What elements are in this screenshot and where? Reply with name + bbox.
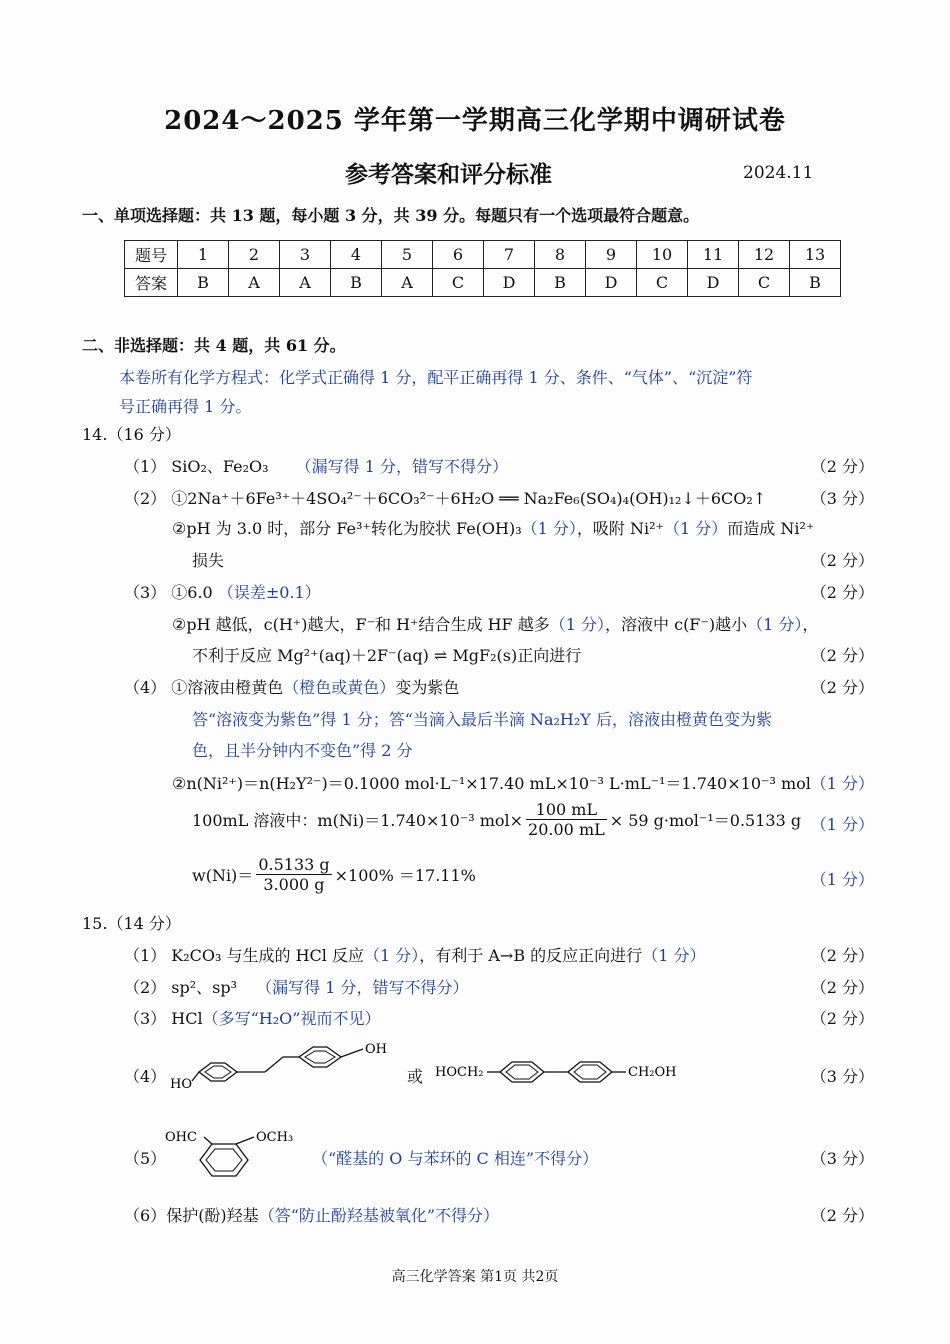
calc-line-3: [192, 855, 476, 894]
table-cell: D: [484, 269, 535, 297]
denominator: 20.00 mL: [528, 820, 605, 839]
score: （2 分）: [810, 1009, 874, 1028]
q14-part2b: [172, 516, 814, 539]
formula-text: 100mL 溶液中：m(Ni)＝1.740×10⁻³ mol×: [192, 811, 524, 830]
q15-part2: [124, 975, 468, 998]
table-cell: 答案: [125, 269, 178, 297]
table-cell: 7: [484, 241, 535, 269]
score: （1 分）: [810, 774, 874, 793]
part-number: （3）: [124, 1009, 167, 1028]
table-cell: 5: [382, 241, 433, 269]
part-number: （4）: [124, 1067, 167, 1086]
answer-text: HCl: [171, 1009, 203, 1028]
answer-text: 保护(酚)羟基: [166, 1206, 259, 1225]
score: （2 分）: [810, 678, 874, 697]
page-footer: 高三化学答案 第1页 共2页: [391, 1269, 559, 1285]
part-number: （3）: [124, 583, 167, 602]
table-cell: B: [178, 269, 229, 297]
answer-text: ，: [802, 615, 819, 634]
table-cell: D: [586, 269, 637, 297]
table-cell: 9: [586, 241, 637, 269]
part-number: （5）: [124, 1149, 167, 1168]
table-cell: C: [637, 269, 688, 297]
answer-text: 变为紫色: [395, 678, 460, 697]
benzene-inner-ring: [206, 1149, 242, 1171]
q15-part1: [124, 943, 705, 966]
structure-label: OHC: [165, 1130, 197, 1145]
grading-note: （1 分）: [642, 946, 706, 965]
grading-note: （答“防止酚羟基被氧化”不得分）: [258, 1206, 500, 1225]
grading-note: （“醛基的 O 与苯环的 C 相连”不得分）: [312, 1149, 599, 1168]
q14-part2b-cont: 损失: [192, 551, 225, 570]
q14-part3b: [172, 612, 818, 635]
formula-text: ×100% ＝17.11%: [334, 866, 476, 885]
table-row: [125, 269, 841, 297]
benzene-inner-ring: [305, 1051, 335, 1063]
answer-text: ①溶液由橙黄色: [171, 678, 284, 697]
q14-part3b-cont: 不利于反应 Mg²⁺(aq)＋2F⁻(aq) ⇌ MgF₂(s)正向进行: [192, 646, 582, 665]
table-cell: 12: [739, 241, 790, 269]
answer-text: ②pH 越低，c(H⁺)越大，F⁻和 H⁺结合生成 HF 越多: [172, 615, 550, 634]
benzene-inner-ring: [506, 1065, 538, 1079]
grading-note: （多写“H₂O”视而不见）: [202, 1009, 381, 1028]
structure-biphenyl-dimethanol: [432, 1045, 692, 1095]
equation: ①2Na⁺＋6Fe³⁺＋4SO₄²⁻＋6CO₃²⁻＋6H₂O ══ Na₂Fe₆(SO₄)₄(OH)₁₂↓＋6CO₂↑: [171, 489, 767, 508]
table-row: [125, 241, 841, 269]
table-cell: 题号: [125, 241, 178, 269]
formula-text: w(Ni)＝: [192, 866, 254, 885]
table-cell: 4: [331, 241, 382, 269]
answer-text: ，有利于 A→B 的反应正向进行: [419, 946, 643, 965]
table-cell: 13: [790, 241, 841, 269]
table-cell: A: [229, 269, 280, 297]
q14-part3: [124, 580, 321, 603]
table-cell: 8: [535, 241, 586, 269]
q14-part4: [124, 675, 459, 698]
table-cell: A: [280, 269, 331, 297]
score: （3 分）: [810, 489, 874, 508]
grading-note: （1 分）: [364, 946, 420, 965]
grading-note: （1 分）: [549, 615, 606, 634]
score: （3 分）: [810, 1149, 874, 1168]
table-cell: B: [790, 269, 841, 297]
table-cell: 11: [688, 241, 739, 269]
part2-heading: 二、非选择题：共 4 题，共 61 分。: [82, 336, 346, 355]
numerator: 100 mL: [526, 800, 607, 820]
table-cell: 1: [178, 241, 229, 269]
structure-label: OCH₃: [256, 1130, 294, 1145]
exam-date: 2024.11: [743, 163, 814, 183]
q15-label: 15.（14 分）: [82, 914, 181, 933]
table-cell: C: [433, 269, 484, 297]
denominator: 3.000 g: [263, 875, 325, 894]
or-text: 或: [407, 1067, 424, 1086]
table-cell: B: [331, 269, 382, 297]
grading-note: （1 分）: [521, 519, 577, 538]
answer-text: K₂CO₃ 与生成的 HCl 反应: [171, 946, 364, 965]
part-number: （2）: [124, 489, 167, 508]
calc-line-2: [192, 800, 801, 839]
benzene-inner-ring: [574, 1065, 606, 1079]
benzene-inner-ring: [205, 1066, 231, 1078]
q15-part3: [124, 1006, 380, 1029]
table-cell: 2: [229, 241, 280, 269]
grading-note: （1 分）: [747, 615, 803, 634]
table-cell: 10: [637, 241, 688, 269]
score: （2 分）: [810, 583, 874, 602]
scoring-note: 本卷所有化学方程式：化学式正确得 1 分，配平正确再得 1 分、条件、“气体”、“沉淀”符: [119, 368, 753, 387]
table-cell: D: [688, 269, 739, 297]
part-number: （1）: [124, 946, 167, 965]
answer-text: 而造成 Ni²⁺: [727, 519, 815, 538]
grading-note: （误差±0.1）: [217, 583, 321, 602]
scoring-note-cont: 号正确再得 1 分。: [119, 397, 252, 416]
answer-text: sp²、sp³: [171, 978, 238, 997]
grading-note: 答“溶液变为紫色”得 1 分；答“当滴入最后半滴 Na₂H₂Y 后，溶液由橙黄色变为紫: [192, 710, 772, 729]
answer-text: ②pH 为 3.0 时，部分 Fe³⁺转化为胶状 Fe(OH)₃: [172, 519, 522, 538]
table-cell: A: [382, 269, 433, 297]
score: （2 分）: [810, 978, 874, 997]
grading-note: （橙色或黄色）: [283, 678, 396, 697]
answer-text: SiO₂、Fe₂O₃: [171, 457, 269, 476]
structure-bibenzyl-diol: [165, 1035, 405, 1100]
part-number: （2）: [124, 978, 167, 997]
numerator: 0.5133 g: [258, 855, 330, 874]
page-title: 2024～2025 学年第一学期高三化学期中调研试卷: [164, 106, 786, 136]
page-subtitle: 参考答案和评分标准: [345, 161, 552, 188]
table-cell: 3: [280, 241, 331, 269]
score: （2 分）: [810, 457, 874, 476]
part-number: （4）: [124, 678, 167, 697]
answer-text: ，吸附 Ni²⁺: [576, 519, 664, 538]
structure-label: HO: [170, 1077, 192, 1092]
answer-text: ，溶液中 c(F⁻)越小: [605, 615, 748, 634]
part-number: （1）: [124, 457, 167, 476]
table-cell: C: [739, 269, 790, 297]
grading-note: 色，且半分钟内不变色”得 2 分: [192, 741, 413, 760]
score: （3 分）: [810, 1067, 874, 1086]
part-number: （6）: [124, 1206, 167, 1225]
q14-part2: [124, 486, 766, 509]
q14-label: 14.（16 分）: [82, 425, 181, 444]
grading-note: （漏写得 1 分，错写不得分）: [295, 457, 508, 476]
score: （2 分）: [810, 551, 874, 570]
answer-table: [124, 240, 841, 297]
fraction: [256, 855, 331, 894]
table-cell: 6: [433, 241, 484, 269]
score: （1 分）: [810, 815, 874, 834]
structure-label: HOCH₂: [435, 1065, 484, 1080]
answer-text: ①6.0: [171, 583, 213, 602]
grading-note: （1 分）: [664, 519, 728, 538]
structure-label: CH₂OH: [628, 1065, 677, 1080]
calc-line-1: ②n(Ni²⁺)＝n(H₂Y²⁻)＝0.1000 mol·L⁻¹×17.40 mL×10⁻³ L·mL⁻¹＝1.740×10⁻³ mol: [172, 774, 811, 793]
score: （1 分）: [810, 870, 874, 889]
q15-part6: [124, 1203, 499, 1226]
table-cell: B: [535, 269, 586, 297]
score: （2 分）: [810, 946, 874, 965]
score: （2 分）: [810, 1206, 874, 1225]
grading-note: （漏写得 1 分，错写不得分）: [256, 978, 469, 997]
score: （2 分）: [810, 646, 874, 665]
fraction: [526, 800, 607, 839]
formula-text: × 59 g·mol⁻¹＝0.5133 g: [609, 811, 802, 830]
q14-part1: [124, 454, 508, 477]
structure-label: OH: [365, 1042, 387, 1057]
structure-methoxybenzaldehyde: [160, 1122, 310, 1184]
part1-heading: 一、单项选择题：共 13 题，每小题 3 分，共 39 分。每题只有一个选项最符合题意。: [82, 206, 700, 225]
